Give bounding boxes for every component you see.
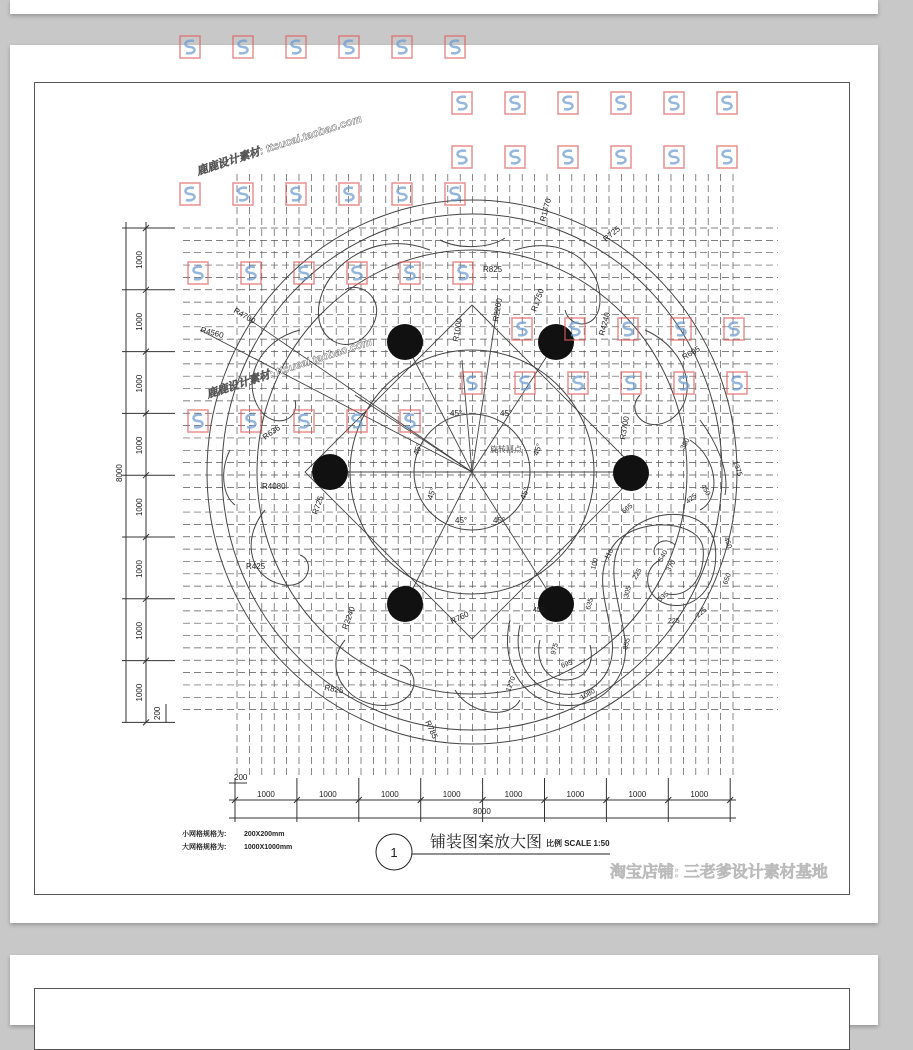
label-r2240: R2240: [340, 605, 357, 631]
dim-110: 110: [603, 547, 616, 561]
dot-4: [538, 586, 574, 622]
dot-6: [312, 454, 348, 490]
watermark-logo-icon: [671, 318, 691, 340]
watermark-logo-icon: [618, 318, 638, 340]
dim-1375: 1375: [731, 460, 744, 478]
watermark-logo-icon: [664, 92, 684, 114]
dim-305: 305: [623, 585, 633, 599]
watermark-logo-icon: [505, 146, 525, 168]
watermark-logo-icon: [727, 372, 747, 394]
dim-left-total: 8000: [115, 464, 124, 482]
dim-left-value: 1000: [135, 683, 144, 702]
watermark-logo-icon: [392, 36, 412, 58]
dim-225c: 225: [694, 606, 709, 620]
dim-370: 370: [665, 559, 678, 573]
dim-bottom-value: 1000: [318, 790, 337, 799]
label-r1000: R1000: [451, 317, 465, 343]
drawing-title: 铺装图案放大图: [430, 832, 543, 851]
angle-7: 45°: [425, 486, 439, 501]
watermark-logo-icon: [568, 372, 588, 394]
dim-left-small: 200: [153, 706, 162, 720]
dim-225b: 225: [668, 618, 680, 625]
dim-975: 975: [550, 642, 560, 656]
watermark-logo-icon: [445, 36, 465, 58]
watermark-logo-icon: [233, 183, 253, 205]
label-r4700: R4700: [232, 305, 257, 326]
dim-bottom-value: 1000: [257, 790, 275, 799]
watermark-text-1: 鹿鹿设计素材: ttsucai.taobao.com: [195, 112, 364, 178]
watermark-logo-icon: [717, 92, 737, 114]
angle-8: 45°: [411, 442, 425, 457]
label-r425: R425: [246, 562, 266, 571]
label-r636: R636: [260, 423, 282, 442]
dot-3: [613, 455, 649, 491]
dim-bottom-value: 1000: [628, 790, 647, 799]
label-r4080: R4080: [262, 482, 286, 491]
scale-label: 比例 SCALE 1:50: [546, 839, 610, 848]
watermark-logo-icon: [674, 372, 694, 394]
note-large-grid-value: 1000X1000mm: [244, 844, 293, 851]
dim-bottom-small: 200: [234, 773, 248, 782]
watermark-logo-icon: [392, 183, 412, 205]
angle-6: 45°: [455, 516, 468, 525]
dim-1080: 1080: [579, 687, 597, 702]
dot-5: [387, 586, 423, 622]
dim-635: 635: [585, 597, 595, 611]
dim-425: 425: [684, 492, 699, 506]
label-r4560: R4560: [199, 325, 225, 341]
angle-3: 45°: [531, 442, 545, 457]
label-r3700: R3700: [618, 415, 632, 441]
angle-1: 45°: [450, 409, 463, 418]
dim-225a: 225: [631, 567, 644, 581]
watermark-logo-icon: [286, 183, 306, 205]
dim-left-value: 1000: [135, 436, 144, 455]
watermark-logo-icon: [452, 92, 472, 114]
dim-855: 855: [622, 637, 632, 651]
label-r1770: R1770: [538, 197, 554, 223]
dim-650: 650: [722, 572, 733, 586]
watermark-logo-icon: [339, 36, 359, 58]
watermark-logo-icon: [611, 92, 631, 114]
dim-bottom-total: 8000: [473, 807, 491, 816]
watermark-shop: 淘宝店铺: 三老爹设计素材基地: [610, 864, 828, 881]
detail-number: 1: [390, 845, 398, 860]
paving-grid: [183, 174, 778, 775]
dim-left-value: 1000: [135, 621, 144, 640]
dim-left-value: 1000: [135, 374, 144, 393]
watermark-logo-icon: [558, 146, 578, 168]
dim-100: 100: [590, 557, 600, 571]
watermark-logo-icon: [233, 36, 253, 58]
dim-1270: 1270: [505, 675, 518, 693]
dot-2: [538, 324, 574, 360]
angle-5: 45°: [493, 516, 506, 525]
dim-335: 335: [656, 590, 671, 604]
dim-540: 540: [657, 549, 670, 563]
dim-bottom-value: 1000: [566, 790, 585, 799]
dim-bottom-value: 1000: [690, 790, 709, 799]
dim-450a: 450: [699, 483, 712, 498]
angle-labels: [411, 409, 544, 525]
dim-left-value: 1000: [135, 251, 144, 269]
label-r725b: R725: [310, 494, 326, 516]
dim-bottom-value: 1000: [442, 790, 461, 799]
watermark-logo-icon: [621, 372, 641, 394]
dot-1: [387, 324, 423, 360]
note-large-grid-label: 大网格规格为:: [182, 844, 227, 851]
note-small-grid-value: 200X200mm: [244, 831, 285, 838]
label-r2200: R2200: [491, 297, 505, 323]
dim-bottom-value: 1000: [504, 790, 523, 799]
watermark-logo-icon: [611, 146, 631, 168]
watermark-logo-icon: [452, 146, 472, 168]
dim-left-value: 1000: [135, 498, 144, 517]
watermark-logo-icon: [558, 92, 578, 114]
dim-450c: 450: [533, 607, 545, 614]
watermark-logo-icon: [717, 146, 737, 168]
watermark-logo-icon: [724, 318, 744, 340]
note-small-grid-label: 小网格规格为:: [182, 831, 227, 838]
watermark-logo-icon: [505, 92, 525, 114]
watermark-logo-icon: [664, 146, 684, 168]
center-label: 旋转圆点: [490, 445, 522, 454]
watermark-logo-icon: [339, 183, 359, 205]
left-dimension-text: [135, 251, 144, 702]
watermark-logo-icon: [180, 183, 200, 205]
label-r4240: R4240: [597, 311, 613, 337]
dim-left-value: 1000: [135, 312, 144, 331]
label-r1750: R1750: [529, 287, 546, 313]
watermark-logo-icon: [180, 36, 200, 58]
label-r760: R760: [449, 609, 471, 626]
angle-4: 45°: [518, 486, 532, 501]
left-dimension-chain: [122, 222, 175, 725]
title-block: [376, 832, 610, 870]
dim-450b: 450: [722, 536, 733, 550]
label-r825b: R825: [323, 683, 345, 696]
watermark-logo-icon: [286, 36, 306, 58]
dim-left-value: 1000: [135, 560, 144, 578]
dim-665: 665: [620, 502, 635, 516]
angle-2: 45°: [500, 409, 513, 418]
label-r785: R785: [423, 719, 440, 741]
label-r605: R605: [680, 344, 702, 362]
dim-bottom-value: 1000: [380, 790, 399, 799]
dim-380: 380: [679, 437, 692, 451]
grid-notes: [182, 829, 292, 851]
label-r725a: R725: [601, 224, 622, 244]
watermark-text-2: 鹿鹿设计素材: ttsucai.taobao.com: [205, 335, 374, 401]
dim-695: 695: [560, 659, 574, 670]
bollard-dots: [312, 324, 649, 622]
label-r825a: R825: [483, 265, 503, 274]
